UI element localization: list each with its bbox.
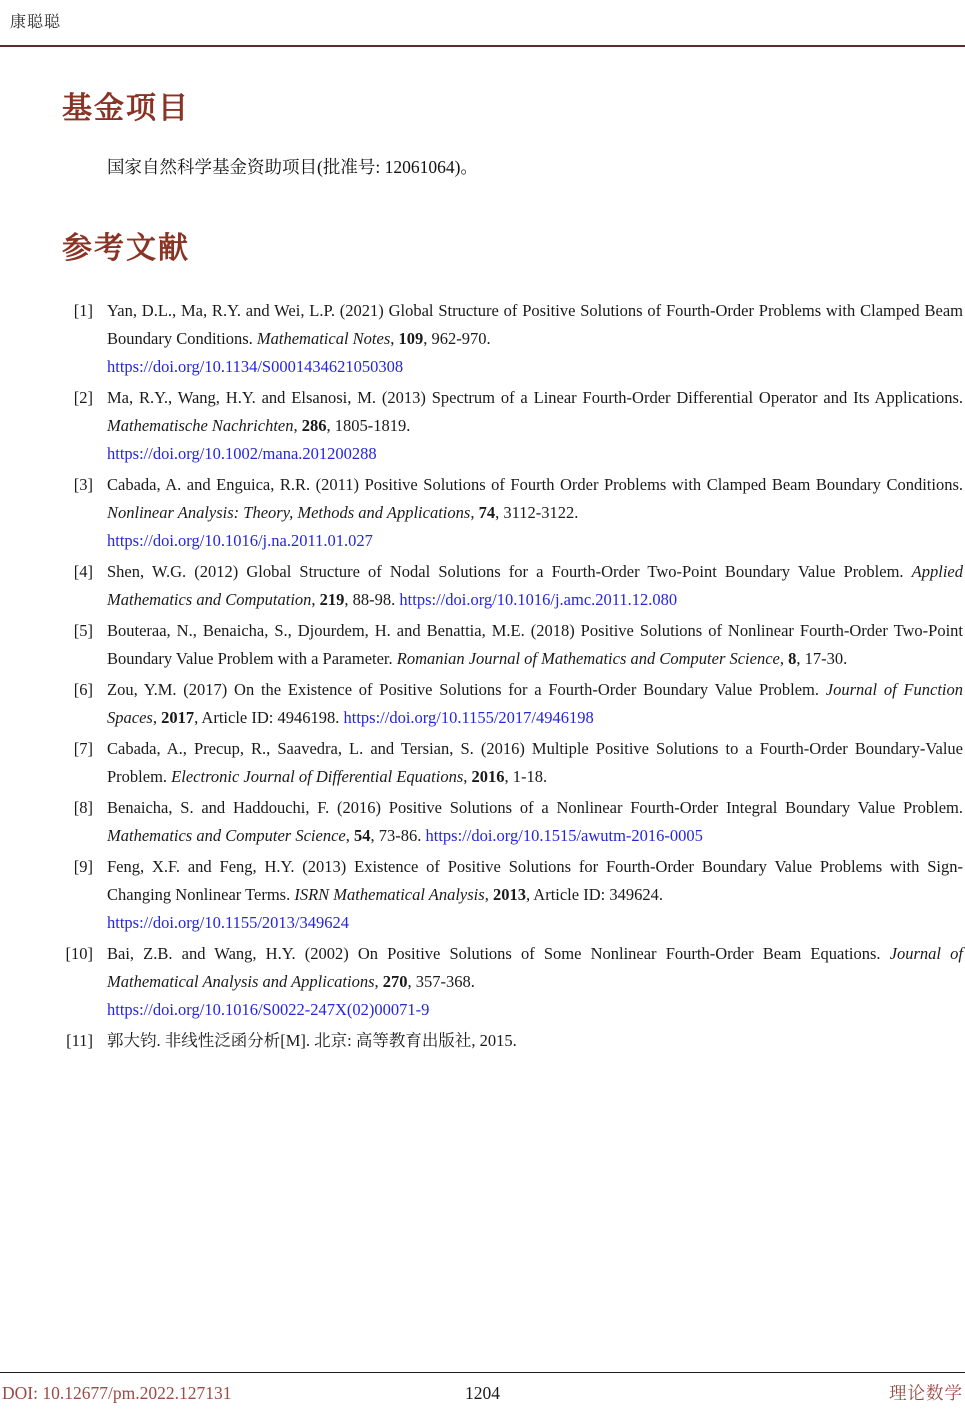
reference-number: [7]: [73, 739, 93, 758]
reference-segment: , 1805-1819.: [326, 416, 411, 435]
reference-segment: , 73-86.: [370, 826, 426, 845]
reference-segment: ,: [390, 329, 399, 348]
doi-link[interactable]: https://doi.org/10.1002/mana.201200288: [107, 444, 377, 463]
reference-item: [62, 617, 963, 673]
reference-text: [107, 676, 963, 732]
reference-segment: , Article ID: 349624.: [525, 885, 663, 904]
reference-segment: Feng, X.F. and Feng, H.Y. (2013) Existence of Positive Solutions for Fourth-Order Boundary Value Problems with Sign-Changing Nonlinear Terms.: [107, 857, 963, 904]
reference-item: [62, 794, 963, 850]
reference-segment: ,: [152, 708, 162, 727]
reference-number: [8]: [73, 798, 93, 817]
reference-segment: ,: [463, 767, 472, 786]
reference-segment: 109: [398, 329, 424, 348]
reference-segment: , 3112-3122.: [495, 503, 579, 522]
reference-segment: 2013: [492, 885, 526, 904]
reference-segment: 54: [353, 826, 371, 845]
doi-link[interactable]: https://doi.org/10.1016/j.na.2011.01.027: [107, 531, 373, 550]
reference-segment: Cabada, A. and Enguica, R.R. (2011) Positive Solutions of Fourth Order Problems with Clamped Beam Boundary Conditions.: [107, 475, 963, 494]
reference-segment: Shen, W.G. (2012) Global Structure of Nodal Solutions for a Fourth-Order Two-Point Boundary Value Problem.: [107, 562, 912, 581]
reference-segment: 286: [301, 416, 327, 435]
reference-item: [62, 558, 963, 614]
reference-text: [107, 471, 963, 555]
reference-segment: ISRN Mathematical Analysis: [294, 885, 485, 904]
reference-text: [107, 940, 963, 1024]
reference-segment: ,: [374, 972, 383, 991]
reference-segment: , 357-368.: [407, 972, 475, 991]
reference-segment: Benaicha, S. and Haddouchi, F. (2016) Positive Solutions of a Nonlinear Fourth-Order Integral Boundary Value Problem.: [107, 798, 963, 817]
doi-link[interactable]: https://doi.org/10.1016/j.amc.2011.12.080: [399, 590, 678, 609]
reference-item: [62, 940, 963, 1024]
reference-item: [62, 384, 963, 468]
doi-link[interactable]: https://doi.org/10.1515/awutm-2016-0005: [425, 826, 703, 845]
reference-segment: Ma, R.Y., Wang, H.Y. and Elsanosi, M. (2013) Spectrum of a Linear Fourth-Order Differential Operator and Its Applications.: [107, 388, 963, 407]
reference-text: [107, 617, 963, 673]
reference-segment: ,: [779, 649, 789, 668]
reference-segment: Romanian Journal of Mathematics and Computer Science: [396, 649, 780, 668]
doi-link[interactable]: https://doi.org/10.1016/S0022-247X(02)00071-9: [107, 1000, 430, 1019]
funding-text: 国家自然科学基金资助项目(批准号: 12061064)。: [107, 157, 478, 177]
reference-segment: ,: [470, 503, 479, 522]
reference-number: [4]: [73, 562, 93, 581]
reference-segment: Electronic Journal of Differential Equations: [171, 767, 464, 786]
reference-text: [107, 558, 963, 614]
reference-segment: Journal of Function Spaces: [107, 680, 963, 727]
reference-item: [62, 1027, 963, 1055]
reference-segment: Nonlinear Analysis: Theory, Methods and Applications: [107, 503, 471, 522]
page-content: [0, 83, 965, 1055]
reference-segment: , 88-98.: [344, 590, 400, 609]
reference-segment: 74: [478, 503, 496, 522]
header-rule: [0, 45, 965, 47]
reference-segment: 270: [382, 972, 408, 991]
reference-number: [11]: [66, 1031, 93, 1050]
reference-item: [62, 735, 963, 791]
reference-text: [107, 297, 963, 381]
reference-number: [2]: [73, 388, 93, 407]
running-head-author: 康聪聪: [10, 14, 62, 31]
reference-list: [62, 297, 963, 1055]
reference-text: [107, 1027, 963, 1055]
reference-segment: Applied Mathematics and Computation: [107, 562, 963, 609]
reference-segment: Journal of Mathematical Analysis and Applications: [107, 944, 963, 991]
footer-page-number: 1204: [465, 1383, 500, 1403]
reference-number: [6]: [73, 680, 93, 699]
footer-doi: DOI: 10.12677/pm.2022.127131: [2, 1383, 232, 1403]
reference-segment: 219: [319, 590, 345, 609]
reference-segment: ,: [293, 416, 302, 435]
reference-item: [62, 297, 963, 381]
reference-segment: Mathematische Nachrichten: [107, 416, 294, 435]
reference-number: [9]: [73, 857, 93, 876]
reference-segment: , 962-970.: [423, 329, 491, 348]
reference-segment: ,: [345, 826, 354, 845]
reference-segment: , 17-30.: [796, 649, 848, 668]
reference-segment: 2017: [161, 708, 195, 727]
reference-segment: Bouteraa, N., Benaicha, S., Djourdem, H. and Benattia, M.E. (2018) Positive Solutions of Nonlinear Fourth-Order Two-Point Boundary Value Problem with a Parameter.: [107, 621, 963, 668]
reference-segment: Yan, D.L., Ma, R.Y. and Wei, L.P. (2021) Global Structure of Positive Solutions of Fourth-Order Problems with Clamped Beam Boundary Conditions.: [107, 301, 963, 348]
reference-segment: ,: [484, 885, 493, 904]
doi-link[interactable]: https://doi.org/10.1155/2017/4946198: [343, 708, 594, 727]
reference-number: [5]: [73, 621, 93, 640]
reference-segment: Zou, Y.M. (2017) On the Existence of Positive Solutions for a Fourth-Order Boundary Value Problem.: [107, 680, 826, 699]
reference-item: [62, 853, 963, 937]
page-footer: [0, 1372, 965, 1414]
reference-segment: ,: [311, 590, 320, 609]
reference-segment: , 1-18.: [504, 767, 548, 786]
reference-item: [62, 676, 963, 732]
doi-link[interactable]: https://doi.org/10.1134/S0001434621050308: [107, 357, 404, 376]
reference-text: [107, 853, 963, 937]
doi-link[interactable]: https://doi.org/10.1155/2013/349624: [107, 913, 350, 932]
reference-number: [10]: [65, 944, 93, 963]
reference-segment: 2016: [471, 767, 505, 786]
reference-item: [62, 471, 963, 555]
footer-journal-name: 理论数学: [889, 1383, 963, 1403]
reference-segment: Mathematical Notes: [256, 329, 391, 348]
funding-section-title: 基金项目: [62, 92, 190, 125]
reference-segment: Cabada, A., Precup, R., Saavedra, L. and Tersian, S. (2016) Multiple Positive Solutions to a Fourth-Order Boundary-Value Problem.: [107, 739, 963, 786]
reference-segment: 郭大钧. 非线性泛函分析[M]. 北京: 高等教育出版社, 2015.: [107, 1031, 517, 1050]
reference-segment: , Article ID: 4946198.: [194, 708, 344, 727]
reference-number: [1]: [73, 301, 93, 320]
reference-text: [107, 384, 963, 468]
reference-segment: 8: [788, 649, 797, 668]
reference-segment: Mathematics and Computer Science: [107, 826, 346, 845]
reference-number: [3]: [73, 475, 93, 494]
reference-segment: Bai, Z.B. and Wang, H.Y. (2002) On Positive Solutions of Some Nonlinear Fourth-Order Beam Equations.: [107, 944, 890, 963]
reference-text: [107, 794, 963, 850]
reference-text: [107, 735, 963, 791]
references-section-title: 参考文献: [62, 232, 190, 265]
